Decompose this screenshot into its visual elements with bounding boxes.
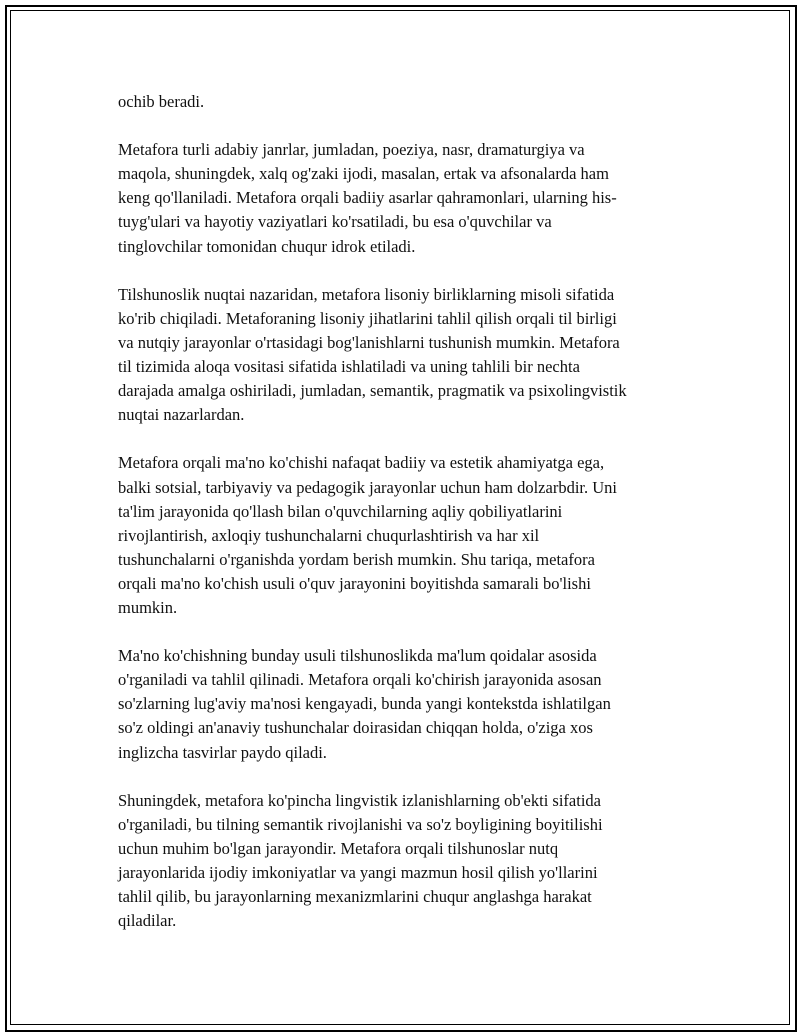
paragraph-3: Tilshunoslik nuqtai nazaridan, metafora lisoniy birliklarning misoli sifatida ko'rib chiqiladi. Metaforaning lisoniy jihatlarini tahlil qilish orqali til birligi va nutqiy jarayonlar o'rtasidagi bog'lanishlarni tushunish mumkin. Metafora til tizimida aloqa vositasi sifatida ishlatiladi va uning tahlili bir nechta darajada amalga oshiriladi, jumladan, semantik, pragmatik va psixolingvistik nuqtai nazarlardan. [118, 284, 627, 425]
paragraph-1: ochib beradi. [118, 92, 205, 111]
paragraph-5: Ma'no ko'chishning bunday usuli tilshunoslikda ma'lum qoidalar asosida o'rganiladi va tahlil qilinadi. Metafora orqali ko'chirish jarayonida asosan so'zlarning lug'aviy ma'nosi kengayadi, bunda yangi kontekstda ishlatilgan so'z oldingi an'anaviy tushunchalar doirasidan chiqqan holda, o'ziga xos inglizcha tasvirlar paydo qiladi. [118, 646, 611, 762]
paragraph-2: Metafora turli adabiy janrlar, jumladan, poeziya, nasr, dramaturgiya va maqola, shuningdek, xalq og'zaki ijodi, masalan, ertak va afsonalarda ham keng qo'llaniladi. Metafora orqali badiiy asarlar qahramonlari, ularning his- tuyg'ulari va hayotiy vaziyatlari ko'rsatiladi, bu esa o'quvchilar va tinglovchilar tomonidan chuqur idrok etiladi. [118, 140, 617, 256]
paragraph-6: Shuningdek, metafora ko'pincha lingvistik izlanishlarning ob'ekti sifatida o'rganiladi, bu tilning semantik rivojlanishi va so'z boyligining boyitilishi uchun muhim bo'lgan jarayondir. Metafora orqali tilshunoslar nutq jarayonlarida ijodiy imkoniyatlar va yangi mazmun hosil qilish yo'llarini tahlil qilib, bu jarayonlarning mexanizmlarini chuqur anglashga harakat qiladilar. [118, 790, 603, 931]
paragraph-4: Metafora orqali ma'no ko'chishi nafaqat badiiy va estetik ahamiyatga ega, balki sotsial, tarbiyaviy va pedagogik jarayonlar uchun ham dolzarbdir. Uni ta'lim jarayonida qo'llash bilan o'quvchilarning aqliy qobiliyatlarini rivojlantirish, axloqiy tushunchalarni chuqurlashtirish va har xil tushunchalarni o'rganishda yordam berish mumkin. Shu tariqa, metafora orqali ma'no ko'chish usuli o'quv jarayonini boyitishda samarali bo'lishi mumkin. [118, 453, 617, 617]
document-body [118, 90, 688, 957]
